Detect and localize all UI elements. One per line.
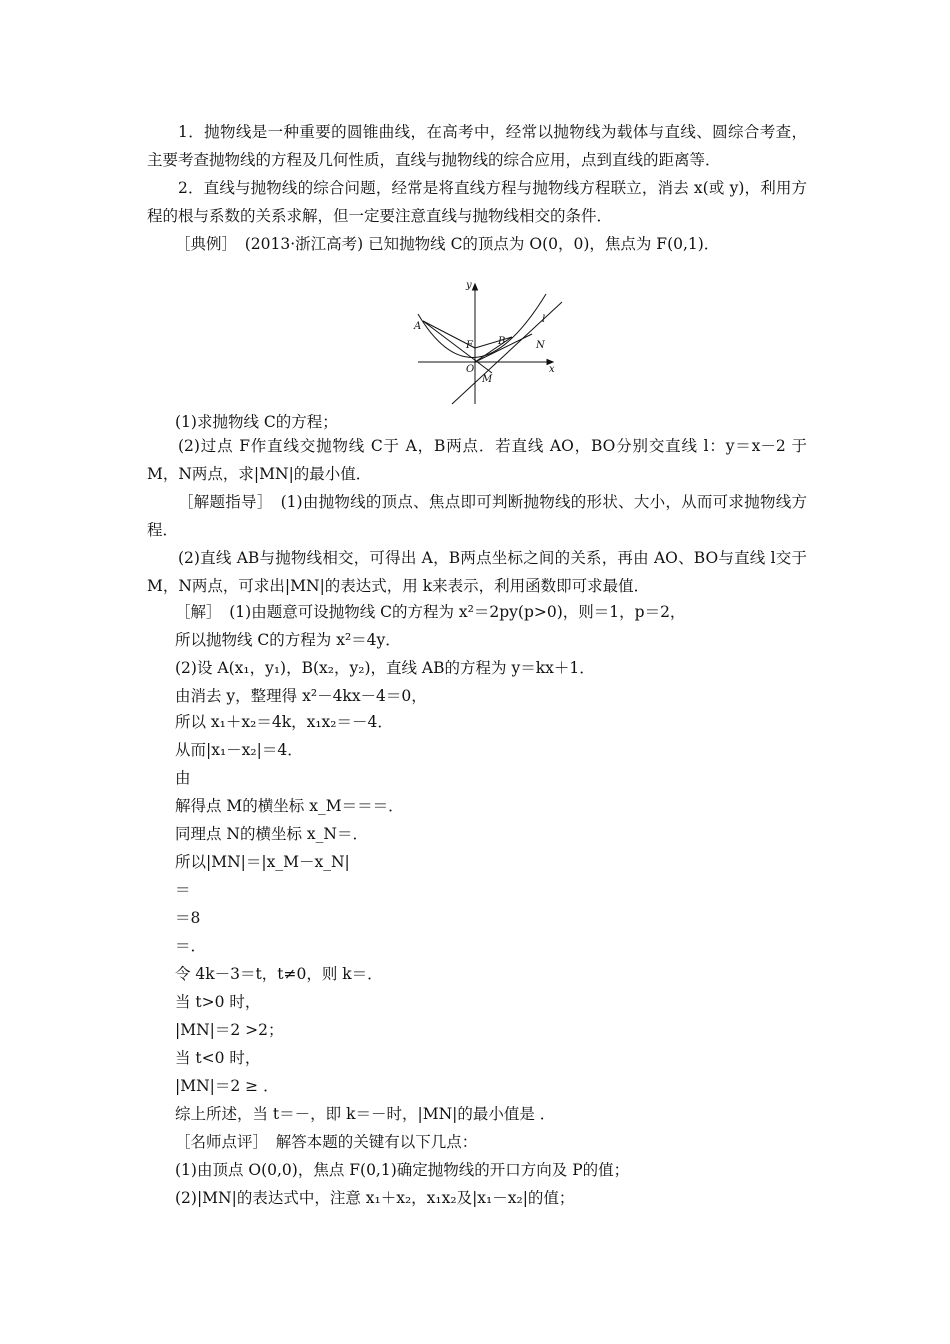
guide-paragraph-1: ［解题指导］ (1)由抛物线的顶点、焦点即可判断抛物线的形状、大小，从而可求抛物线方程．	[147, 493, 807, 539]
label-A: A	[414, 321, 422, 332]
label-M: M	[482, 374, 493, 385]
label-N: N	[536, 340, 545, 351]
solution-line: (2)设 A(x₁，y₁)，B(x₂，y₂)，直线 AB的方程为 y＝kx＋1．	[175, 659, 595, 677]
label-B: B	[498, 336, 506, 347]
line-BO	[475, 337, 512, 362]
solution-line: 由	[175, 769, 191, 787]
guide-paragraph-2: (2)直线 AB与抛物线相交，可得出 A，B两点坐标之间的关系，再由 AO、BO与直线 l交于 M，N两点，可求出|MN|的表达式，用 k来表示，利用函数即可求最值．	[147, 549, 807, 595]
line-AO	[423, 321, 492, 373]
solution-line: 解得点 M的横坐标 x_M＝＝＝．	[175, 797, 404, 815]
solution-line: 所以抛物线 C的方程为 x²＝4y．	[175, 631, 401, 649]
solution-line: 从而|x₁－x₂|＝4．	[175, 741, 303, 759]
label-F: F	[466, 340, 473, 351]
question-2: (2)过点 F作直线交抛物线 C于 A，B两点．若直线 AO，BO分别交直线 l：y＝x－2 于 M，N两点，求|MN|的最小值．	[147, 437, 807, 483]
solution-line: 综上所述，当 t＝－，即 k＝－时，|MN|的最小值是 ．	[175, 1105, 556, 1123]
solution-line: 当 t<0 时，	[175, 1049, 261, 1067]
label-l: l	[542, 314, 546, 325]
solution-line: ＝．	[175, 937, 207, 955]
intro-paragraph-2: 2．直线与抛物线的综合问题，经常是将直线方程与抛物线方程联立，消去 x(或 y)，利用方程的根与系数的关系求解，但一定要注意直线与抛物线相交的条件．	[147, 179, 807, 225]
solution-line: 同理点 N的横坐标 x_N＝．	[175, 825, 368, 843]
line-l	[452, 302, 562, 404]
solution-line: ＝8	[175, 909, 201, 927]
parabola-figure	[408, 276, 568, 408]
label-y: y	[466, 280, 472, 291]
example-header: ［典例］ (2013·浙江高考) 已知抛物线 C的顶点为 O(0，0)，焦点为 F(0,1)．	[175, 235, 720, 253]
parabola-curve	[418, 294, 546, 357]
solution-line: ［解］ (1)由题意可设抛物线 C的方程为 x²＝2py(p>0)，则＝1，p＝2，	[175, 603, 686, 621]
solution-line: (2)|MN|的表达式中，注意 x₁＋x₂，x₁x₂及|x₁－x₂|的值；	[175, 1189, 575, 1207]
intro-paragraph-1: 1．抛物线是一种重要的圆锥曲线，在高考中，经常以抛物线为载体与直线、圆综合考查，主要考查抛物线的方程及几何性质，直线与抛物线的综合应用，点到直线的距离等．	[147, 123, 807, 169]
solution-line: 当 t>0 时，	[175, 993, 261, 1011]
solution-line: ＝	[175, 881, 191, 899]
y-axis-arrow	[473, 284, 478, 290]
solution-line: (1)由顶点 O(0,0)，焦点 F(0,1)确定抛物线的开口方向及 P的值；	[175, 1161, 630, 1179]
solution-line: |MN|＝2 >2；	[175, 1021, 284, 1039]
label-x: x	[549, 364, 555, 375]
solution-line: 由消去 y，整理得 x²－4kx－4＝0，	[175, 687, 427, 705]
solution-line: 所以|MN|＝|x_M－x_N|	[175, 853, 350, 871]
solution-line: 令 4k－3＝t，t≠0，则 k＝．	[175, 965, 383, 983]
question-1: (1)求抛物线 C的方程；	[175, 413, 338, 431]
solution-line: 所以 x₁＋x₂＝4k，x₁x₂＝－4．	[175, 713, 393, 731]
solution-line: |MN|＝2 ≥ ．	[175, 1077, 279, 1095]
label-O: O	[466, 364, 475, 375]
solution-line: ［名师点评］ 解答本题的关键有以下几点：	[175, 1133, 478, 1151]
